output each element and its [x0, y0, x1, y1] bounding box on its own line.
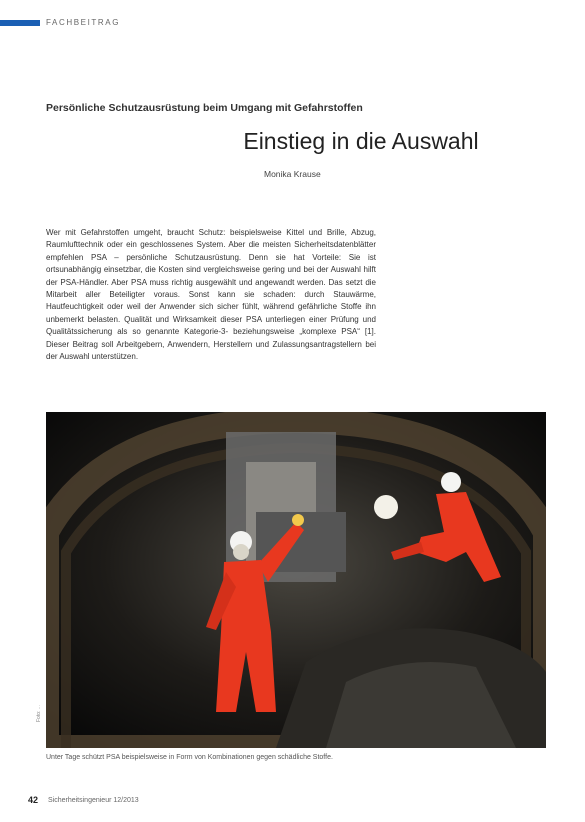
article-title: [46, 128, 546, 155]
journal-footer: Sicherheitsingenieur 12/2013: [48, 797, 139, 804]
section-color-bar: [0, 20, 40, 26]
article-lead: Wer mit Gefahrstoffen umgeht, braucht Schutz: beispielsweise Kittel und Brille, Abzug, Raumlufttechnik oder ein geschlossenes System. Aber die meisten Sicherheitsdatenblätter empfehlen PSA – persönliche Schutzausrüstung. Denn sie hat Vorteile: Sie ist ortsunabhängig einsetzbar, die Kosten sind vergleichsweise gering und bei der Auswahl hilft der PSA-Händler. Aber PSA muss richtig ausgewählt und angewandt werden. Das setzt die Mitarbeit aller Beteiligter voraus. Sonst kann sie schaden: durch Stauwärme, Hautfeuchtigkeit oder weil der Anwender sich sicher fühlt, während gefährliche Stoffe ihn unbemerkt belasten. Qualität und Wirksamkeit dieser PSA unterliegen einer Prüfung und Qualitätssicherung als so genannte Kategorie-3- beziehungsweise „komplexe PSA“ [1]. Dieser Beitrag soll Arbeitgebern, Anwendern, Herstellern und Zulassungsantragstellern bei der Auswahl unterstützen.: [46, 228, 376, 362]
article-author: Monika Krause: [264, 169, 321, 179]
page-number: 42: [28, 795, 39, 805]
article-title-text: Einstieg in die Auswahl: [243, 128, 479, 154]
photo-credit: Foto: ...: [36, 705, 42, 722]
article-photo: [46, 412, 546, 748]
mine-workers-illustration: [46, 412, 546, 748]
section-label: FACHBEITRAG: [46, 18, 121, 27]
photo-caption: Unter Tage schützt PSA beispielsweise in Form von Kombinationen gegen schädliche Stoffe.: [46, 754, 333, 761]
article-kicker: Persönliche Schutzausrüstung beim Umgang mit Gefahrstoffen: [46, 102, 363, 114]
